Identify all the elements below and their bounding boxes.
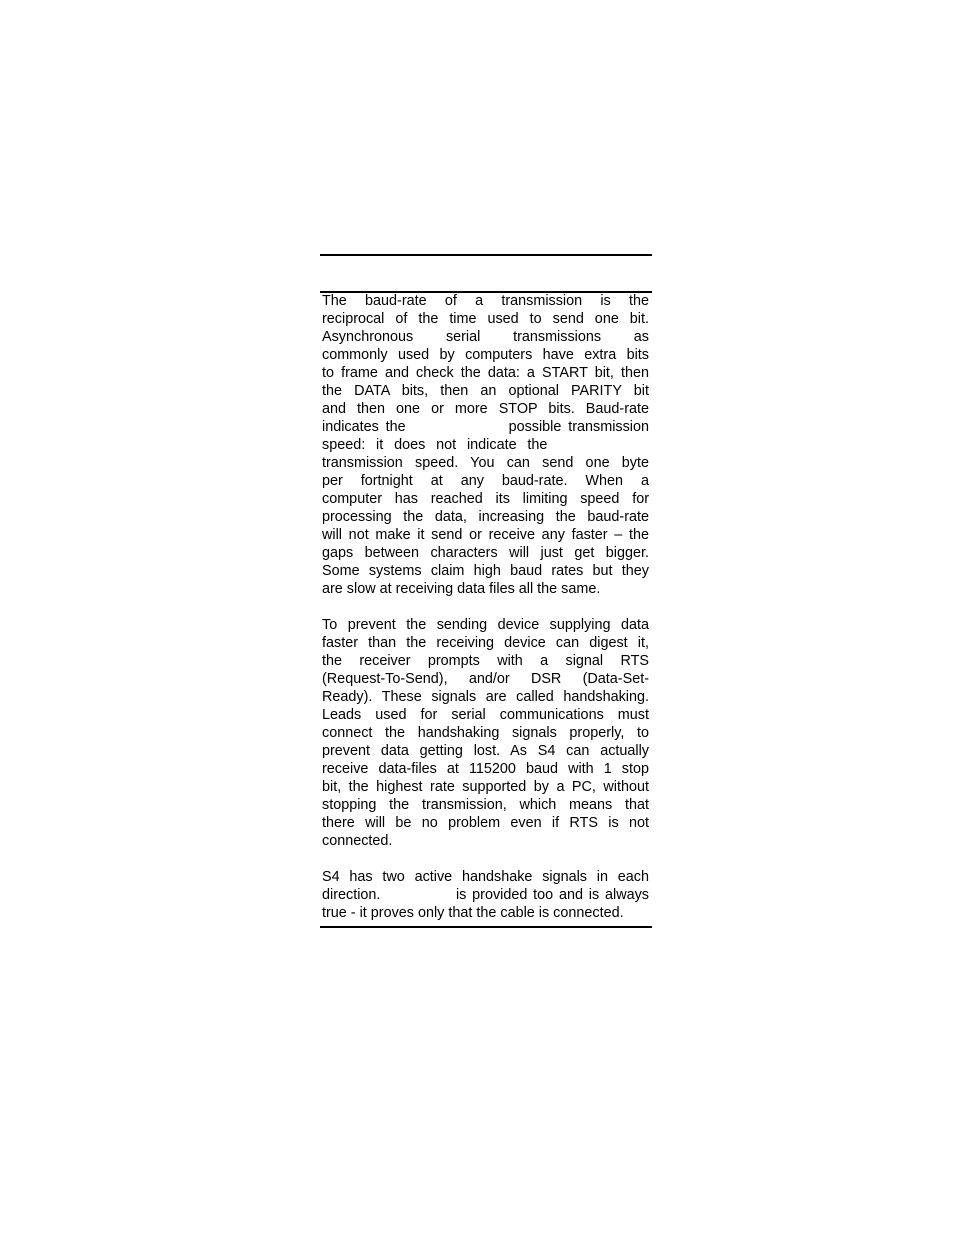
text-line: transmission speed. You can send one byte	[322, 455, 649, 471]
text-line: to frame and check the data: a START bit, then	[322, 365, 649, 381]
text-line: bit, the highest rate supported by a PC, without	[322, 779, 649, 795]
text-line: commonly used by computers have extra bits	[322, 347, 649, 363]
text-line: Leads used for serial communications must	[322, 707, 649, 723]
text-line: there will be no problem even if RTS is not	[322, 815, 649, 831]
text-line: will not make it send or receive any faster – the	[322, 527, 649, 543]
text-line: true - it proves only that the cable is connected.	[322, 905, 624, 921]
text-line: S4 has two active handshake signals in each	[322, 869, 649, 885]
body-text	[322, 292, 649, 922]
paragraph-s4-signals	[322, 868, 649, 922]
text-line: speed: it does not indicate the	[322, 437, 649, 453]
text-line: faster than the receiving device can digest it,	[322, 635, 649, 651]
text-line: computer has reached its limiting speed for	[322, 491, 649, 507]
text-line: and then one or more STOP bits. Baud-rate	[322, 401, 649, 417]
text-line: connected.	[322, 833, 393, 849]
text-line: per fortnight at any baud-rate. When a	[322, 473, 649, 489]
text-line: Some systems claim high baud rates but they	[322, 563, 649, 579]
text-line: gaps between characters will just get bigger.	[322, 545, 649, 561]
text-line: reciprocal of the time used to send one bit.	[322, 311, 649, 327]
text-line: are slow at receiving data files all the same.	[322, 581, 601, 597]
bottom-rule	[320, 926, 652, 928]
text-line: (Request-To-Send), and/or DSR (Data-Set-	[322, 671, 649, 687]
text-line: connect the handshaking signals properly, to	[322, 725, 649, 741]
paragraph-baud-rate	[322, 292, 649, 598]
text-line: prevent data getting lost. As S4 can actually	[322, 743, 649, 759]
text-line: Asynchronous serial transmissions as	[322, 329, 649, 345]
text-line: Ready). These signals are called handshaking.	[322, 689, 649, 705]
text-line: To prevent the sending device supplying data	[322, 617, 649, 633]
text-line: direction. is provided too and is always	[322, 887, 649, 903]
paragraph-handshaking	[322, 616, 649, 850]
text-line: the receiver prompts with a signal RTS	[322, 653, 649, 669]
text-line: The baud-rate of a transmission is the	[322, 293, 649, 309]
text-line: stopping the transmission, which means that	[322, 797, 649, 813]
text-line: receive data-files at 115200 baud with 1 stop	[322, 761, 649, 777]
text-line: the DATA bits, then an optional PARITY bit	[322, 383, 649, 399]
text-line: indicates the possible transmission	[322, 419, 649, 435]
top-rule	[320, 254, 652, 256]
text-line: processing the data, increasing the baud-rate	[322, 509, 649, 525]
